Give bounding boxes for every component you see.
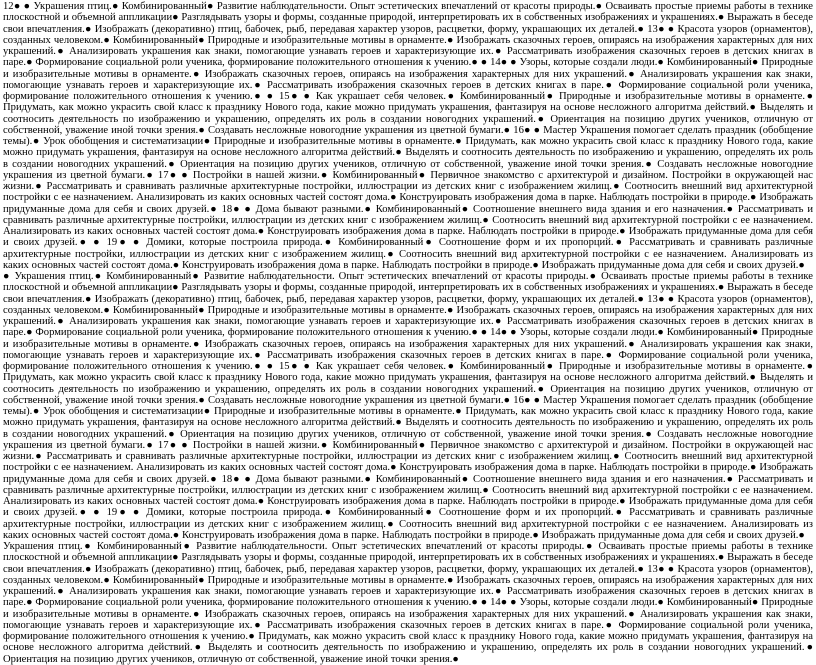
document-paragraph: ● Украшения птиц.● Комбинированный● Развитие наблюдательности. Опыт эстетических впечатлений от красоты природы.● Осваивать простые приемы работы в технике плоскостной и объемной аппликации● Разглядывать узоры и формы, созданные природой, интерпретировать их в собственных изображениях и украшениях.● Выражать в беседе свои впечатления.● Изображать (декоративно) птиц, бабочек, рыб, передавая характер узоров, расцветки, форму, украшающих их деталей.● 13● ● Красота узоров (орнаментов), созданных человеком.● Комбинированный● Природные и изобразительные мотивы в орнаменте.● Изображать сказочных героев, опираясь на изображения характерных для них украшений.● Анализировать украшения как знаки, помогающие узнавать героев и характеризующие их.● Рассматривать изображения сказочных героев в детских книгах в паре.● Формирование социальной роли ученика, формирование положительного отношения к учению.● ● 14● ● Узоры, которые создали люди.● Комбинированный● Природные и изобразительные мотивы в орнаменте.● Изображать сказочных героев, опираясь на изображения характерных для них украшений.● Анализировать украшения как знаки, помогающие узнавать героев и характеризующие их.● Рассматривать изображения сказочных героев в детских книгах в паре.● Формирование социальной роли ученика, формирование положительного отношения к учению.● ● 15● ● Как украшает себя человек.● Комбинированный● Природные и изобразительные мотивы в орнаменте.● Придумать, как можно украсить свой класс к празднику Нового года, какие можно придумать украшения, фантазируя на основе несложного алгоритма действий.● Выделять и соотносить деятельность по изображению и украшению, определять их роль в создании новогодних украшений.● Ориентация на позицию других учеников, отличную от собственной, уважение иной точки зрения.● Создавать несложные новогодние украшения из цветной бумаги.● 16● ● Мастер Украшения помогает сделать праздник (обобщение темы).● Урок обобщения и систематизации● Природные и изобразительные мотивы в орнаменте.● Придумать, как можно украсить свой класс к празднику Нового года, какие можно придумать украшения, фантазируя на основе несложного алгоритма действий.● Выделять и соотносить деятельность по изображению и украшению, определять их роль в создании новогодних украшений.● Ориентация на позицию других учеников, отличную от собственной, уважение иной точки зрения.● Создавать несложные новогодние украшения из цветной бумаги.● 17● ● Постройки в нашей жизни.● Комбинированный● Первичное знакомство с архитектурой и дизайном. Постройки в окружающей нас жизни.● Рассматривать и сравнивать различные архитектурные постройки, иллюстрации из детских книг с изображением жилищ.● Соотносить внешний вид архитектурной постройки с ее назначением. Анализировать из каких основных частей состоят дома.● Конструировать изображения дома в парке. Наблюдать постройки в природе.● Изображать придуманные дома для себя и своих друзей.● 18● ● Дома бывают разными.● Комбинированный● Соотношение внешнего вида здания и его назначения.● Рассматривать и сравнивать различные архитектурные постройки, иллюстрации из детских книг с изображением жилищ.● Соотносить внешний вид архитектурной постройки с ее назначением. Анализировать из каких основных частей состоят дома.● Конструировать изображения дома в парке. Наблюдать постройки в природе.● Изображать придуманные дома для себя и своих друзей.● ● 19● ● Домики, которые построила природа.● Комбинированный● Соотношение форм и их пропорций.● Рассматривать и сравнивать различные архитектурные постройки, иллюстрации из детских книг с изображением жилищ.● Соотносить внешний вид архитектурной постройки с ее назначением. Анализировать из каких основных частей состоят дома.● Конструировать изображения дома в парке. Наблюдать постройки в природе.● Изображать придуманные дома для себя и своих друзей.● [3, 271, 813, 541]
document-paragraph: Украшения птиц.● Комбинированный● Развитие наблюдательности. Опыт эстетических впечатлений от красоты природы.● Осваивать простые приемы работы в технике плоскостной и объемной аппликации● Разглядывать узоры и формы, созданные природой, интерпретировать их в собственных изображениях и украшениях.● Выражать в беседе свои впечатления.● Изображать (декоративно) птиц, бабочек, рыб, передавая характер узоров, расцветки, форму, украшающих их деталей.● 13● ● Красота узоров (орнаментов), созданных человеком.● Комбинированный● Природные и изобразительные мотивы в орнаменте.● Изображать сказочных героев, опираясь на изображения характерных для них украшений.● Анализировать украшения как знаки, помогающие узнавать героев и характеризующие их.● Рассматривать изображения сказочных героев в детских книгах в паре.● Формирование социальной роли ученика, формирование положительного отношения к учению.● ● 14● ● Узоры, которые создали люди.● Комбинированный● Природные и изобразительные мотивы в орнаменте.● Изображать сказочных героев, опираясь на изображения характерных для них украшений.● Анализировать украшения как знаки, помогающие узнавать героев и характеризующие их.● Рассматривать изображения сказочных героев в детских книгах в паре.● Формирование социальной роли ученика, формирование положительного отношения к учению.● Придумать, как можно украсить свой класс к празднику Нового года, какие можно придумать украшения, фантазируя на основе несложного алгоритма действий.● Выделять и соотносить деятельность по изображению и украшению, определять их роль в создании новогодних украшений.● Ориентация на позицию других учеников, отличную от собственной, уважение иной точки зрения.● [3, 541, 813, 665]
document-paragraph: 12● ● Украшения птиц.● Комбинированный● Развитие наблюдательности. Опыт эстетических впечатлений от красоты природы.● Осваивать простые приемы работы в технике плоскостной и объемной аппликации● Разглядывать узоры и формы, созданные природой, интерпретировать их в собственных изображениях и украшениях.● Выражать в беседе свои впечатления.● Изображать (декоративно) птиц, бабочек, рыб, передавая характер узоров, расцветки, форму, украшающих их деталей.● 13● ● Красота узоров (орнаментов), созданных человеком.● Комбинированный● Природные и изобразительные мотивы в орнаменте.● Изображать сказочных героев, опираясь на изображения характерных для них украшений.● Анализировать украшения как знаки, помогающие узнавать героев и характеризующие их.● Рассматривать изображения сказочных героев в детских книгах в паре.● Формирование социальной роли ученика, формирование положительного отношения к учению.● ● 14● ● Узоры, которые создали люди.● Комбинированный● Природные и изобразительные мотивы в орнаменте.● Изображать сказочных героев, опираясь на изображения характерных для них украшений.● Анализировать украшения как знаки, помогающие узнавать героев и характеризующие их.● Рассматривать изображения сказочных героев в детских книгах в паре.● Формирование социальной роли ученика, формирование положительного отношения к учению.● ● 15● ● Как украшает себя человек.● Комбинированный● Природные и изобразительные мотивы в орнаменте.● Придумать, как можно украсить свой класс к празднику Нового года, какие можно придумать украшения, фантазируя на основе несложного алгоритма действий.● Выделять и соотносить деятельность по изображению и украшению, определять их роль в создании новогодних украшений.● Ориентация на позицию других учеников, отличную от собственной, уважение иной точки зрения.● Создавать несложные новогодние украшения из цветной бумаги.● 16● ● Мастер Украшения помогает сделать праздник (обобщение темы).● Урок обобщения и систематизации● Природные и изобразительные мотивы в орнаменте.● Придумать, как можно украсить свой класс к празднику Нового года, какие можно придумать украшения, фантазируя на основе несложного алгоритма действий.● Выделять и соотносить деятельность по изображению и украшению, определять их роль в создании новогодних украшений.● Ориентация на позицию других учеников, отличную от собственной, уважение иной точки зрения.● Создавать несложные новогодние украшения из цветной бумаги.● 17● ● Постройки в нашей жизни.● Комбинированный● Первичное знакомство с архитектурой и дизайном. Постройки в окружающей нас жизни.● Рассматривать и сравнивать различные архитектурные постройки, иллюстрации из детских книг с изображением жилищ.● Соотносить внешний вид архитектурной постройки с ее назначением. Анализировать из каких основных частей состоят дома.● Конструировать изображения дома в парке. Наблюдать постройки в природе.● Изображать придуманные дома для себя и своих друзей.● 18● ● Дома бывают разными.● Комбинированный● Соотношение внешнего вида здания и его назначения.● Рассматривать и сравнивать различные архитектурные постройки, иллюстрации из детских книг с изображением жилищ.● Соотносить внешний вид архитектурной постройки с ее назначением. Анализировать из каких основных частей состоят дома.● Конструировать изображения дома в парке. Наблюдать постройки в природе.● Изображать придуманные дома для себя и своих друзей.● ● 19● ● Домики, которые построила природа.● Комбинированный● Соотношение форм и их пропорций.● Рассматривать и сравнивать различные архитектурные постройки, иллюстрации из детских книг с изображением жилищ.● Соотносить внешний вид архитектурной постройки с ее назначением. Анализировать из каких основных частей состоят дома.● Конструировать изображения дома в парке. Наблюдать постройки в природе.● Изображать придуманные дома для себя и своих друзей.● [3, 1, 813, 271]
